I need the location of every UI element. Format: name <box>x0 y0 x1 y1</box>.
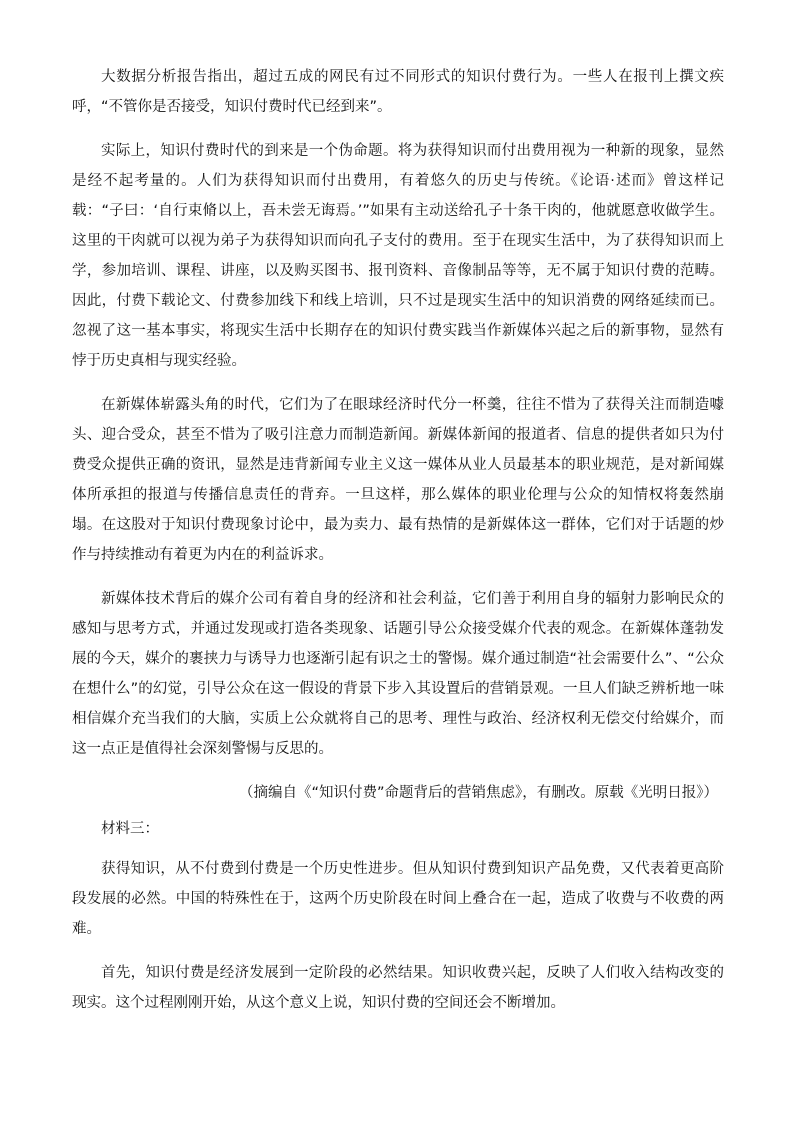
paragraph-1: 大数据分析报告指出，超过五成的网民有过不同形式的知识付费行为。一些人在报刊上撰文疾呼，“不管你是否接受，知识付费时代已经到来”。 <box>72 69 724 115</box>
paragraph-3: 在新媒体崭露头角的时代，它们为了在眼球经济时代分一杯羹，往往不惜为了获得关注而制造噱头、迎合受众，甚至不惜为了吸引注意力而制造新闻。新媒体新闻的报道者、信息的提供者如只为付费受众提供正确的资讯，显然是违背新闻专业主义这一媒体从业人员最基本的职业规范，是对新闻媒体所承担的报道与传播信息责任的背弃。一旦这样，那么媒体的职业伦理与公众的知情权将轰然崩塌。在这股对于知识付费现象讨论中，最为卖力、最有热情的是新媒体这一群体，它们对于话题的炒作与持续推动有着更为内在的利益诉求。 <box>72 397 724 563</box>
material-3-heading: 材料三： <box>101 821 159 837</box>
source-citation: （摘编自《“知识付费”命题背后的营销焦虑》，有删改。原载《光明日报》） <box>238 785 718 801</box>
paragraph-2: 实际上，知识付费时代的到来是一个伪命题。将为获得知识而付出费用视为一种新的现象，显然是经不起考量的。人们为获得知识而付出费用，有着悠久的历史与传统。《论语·述而》曾这样记载：“子曰：‘自行束脩以上，吾未尝无诲焉。’”如果有主动送给孔子十条干肉的，他就愿意收做学生。这里的干肉就可以视为弟子为获得知识而向孔子支付的费用。至于在现实生活中，为了获得知识而上学，参加培训、课程、讲座，以及购买图书、报刊资料、音像制品等等，无不属于知识付费的范畴。因此，付费下载论文、付费参加线下和线上培训，只不过是现实生活中的知识消费的网络延续而已。忽视了这一基本事实，将现实生活中长期存在的知识付费实践当作新媒体兴起之后的新事物，显然有悖于历史真相与现实经验。 <box>72 143 724 369</box>
paragraph-4: 新媒体技术背后的媒介公司有着自身的经济和社会利益，它们善于利用自身的辐射力影响民众的感知与思考方式，并通过发现或打造各类现象、话题引导公众接受媒介代表的观念。在新媒体蓬勃发展的今天，媒介的裹挟力与诱导力也逐渐引起有识之士的警惕。媒介通过制造“社会需要什么”、“公众在想什么”的幻觉，引导公众在这一假设的背景下步入其设置后的营销景观。一旦人们缺乏辨析地一味相信媒介充当我们的大脑，实质上公众就将自己的思考、理性与政治、经济权利无偿交付给媒介，而这一点正是值得社会深刻警惕与反思的。 <box>72 591 724 757</box>
paragraph-6: 首先，知识付费是经济发展到一定阶段的必然结果。知识收费兴起，反映了人们收入结构改变的现实。这个过程刚刚开始，从这个意义上说，知识付费的空间还会不断增加。 <box>72 965 724 1011</box>
document-page <box>72 62 724 1032</box>
paragraph-5: 获得知识，从不付费到付费是一个历史性进步。但从知识付费到知识产品免费，又代表着更高阶段发展的必然。中国的特殊性在于，这两个历史阶段在时间上叠合在一起，造成了收费与不收费的两难。 <box>72 861 724 937</box>
